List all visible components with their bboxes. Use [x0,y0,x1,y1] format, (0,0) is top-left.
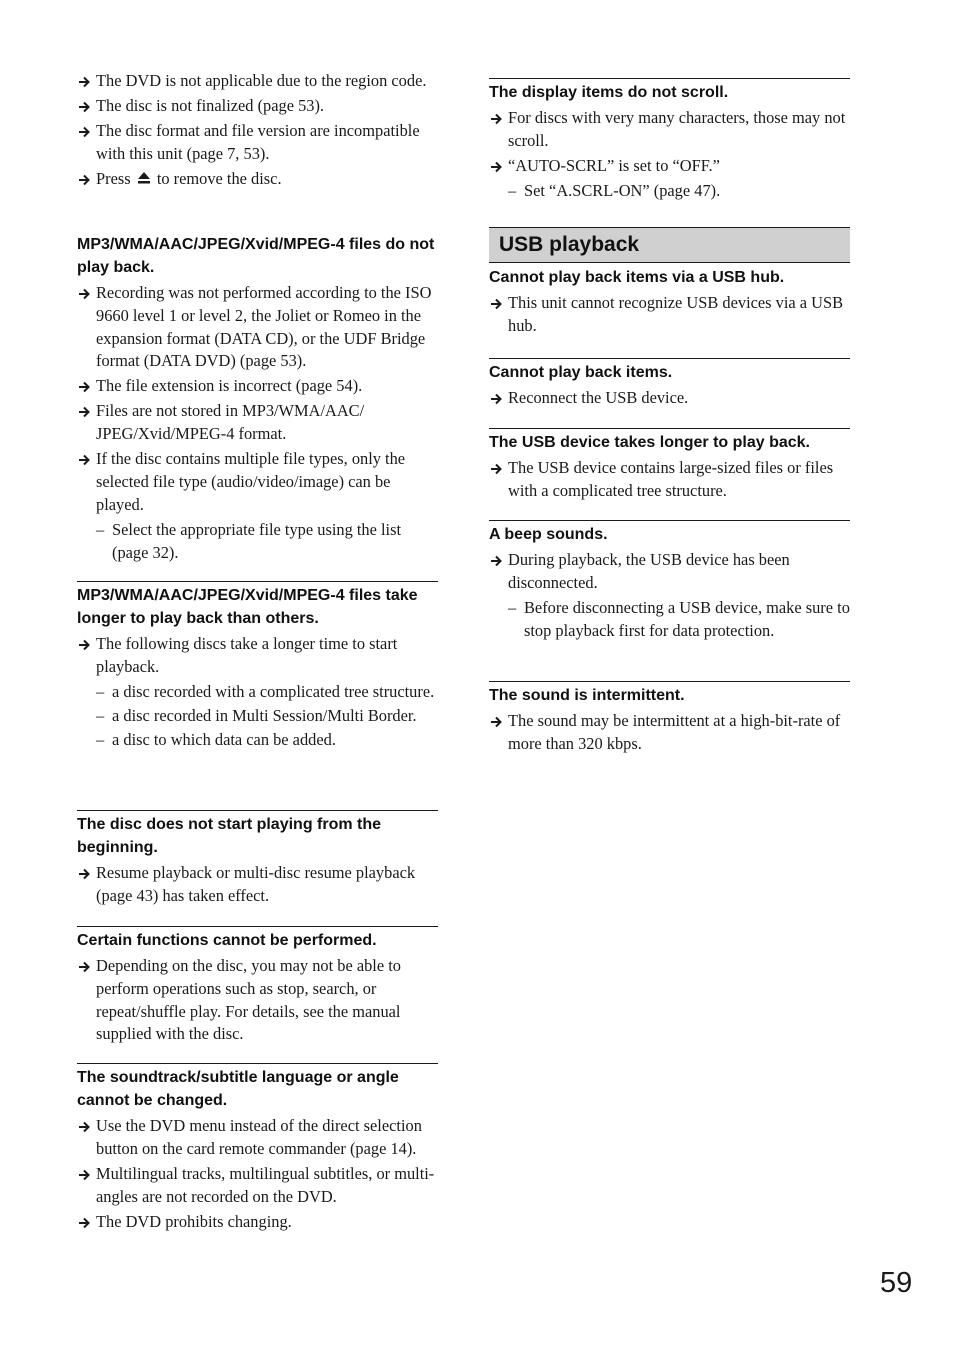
dash-marker: – [508,597,517,617]
list-item [77,400,438,446]
list-item [489,292,850,338]
list-item [489,155,850,178]
list-item [77,448,438,516]
item-text: During playback, the USB device has been disconnected. [508,550,790,592]
section-heading: MP3/WMA/AAC/JPEG/Xvid/MPEG-4 files take longer to play back than others. [77,587,418,627]
list-item [77,633,438,679]
intro-items [77,70,438,194]
arrow-right-icon [77,633,93,655]
item-text: The disc format and file version are incompatible with this unit (page 7, 53). [96,120,420,163]
section-heading: Certain functions cannot be performed. [77,932,377,949]
arrow-right-icon [77,375,93,397]
item-text: This unit cannot recognize USB devices via a USB hub. [508,293,844,335]
list-item [489,387,850,410]
arrow-right-icon [77,448,93,470]
item-text: Multilingual tracks, multilingual subtitles, or multi-angles are not recorded on the DVD. [96,1163,435,1206]
arrow-right-icon [489,292,505,314]
list-item [77,120,438,166]
item-text: The following discs take a longer time to start playback. [96,634,398,676]
section-usb-hub [489,266,850,340]
arrow-right-icon [77,1163,93,1185]
arrow-right-icon [489,387,505,409]
dash-marker: – [96,681,105,701]
item-text: If the disc contains multiple file types, only the selected file type (audio/video/image) can be played. [96,449,406,514]
arrow-right-icon [77,120,93,142]
item-text: The DVD prohibits changing. [96,1211,292,1231]
arrow-right-icon [77,400,93,422]
section-heading: MP3/WMA/AAC/JPEG/Xvid/MPEG-4 files do not play back. [77,236,435,276]
sub-item-text: Select the appropriate file type using the list (page 32). [112,519,402,562]
item-text: Depending on the disc, you may not be able to perform operations such as stop, search, or repeat/shuffle play. For details, see the manual supplied with the disc. [96,956,401,1044]
item-text: Files are not stored in MP3/WMA/AAC/ JPEG/Xvid/MPEG-4 format. [96,401,365,444]
section-language-angle [77,1063,438,1236]
arrow-right-icon [77,95,93,117]
arrow-right-icon [489,457,505,479]
dash-marker: – [96,519,105,539]
list-item [489,107,850,153]
section-beep-sounds [489,520,850,644]
list-item [77,282,438,373]
sub-item [489,597,850,643]
list-item [77,1163,438,1209]
sub-item [77,729,438,752]
dash-marker: – [96,705,105,725]
section-files-do-not-play [77,233,438,566]
section-cannot-play-items [489,358,850,412]
dash-marker: – [508,180,517,200]
list-item [77,1115,438,1161]
sub-item [77,519,438,565]
list-item [77,955,438,1046]
section-files-take-longer [77,581,438,753]
item-text: Use the DVD menu instead of the direct selection button on the card remote commander (page 14). [96,1116,422,1158]
list-item [77,168,438,192]
section-display-scroll [489,78,850,204]
arrow-right-icon [77,168,93,190]
eject-icon [137,169,151,192]
usb-playback-header [489,227,850,263]
section-sound-intermittent [489,681,850,758]
list-item [489,457,850,503]
sub-item-text: a disc to which data can be added. [112,729,336,749]
arrow-right-icon [489,549,505,571]
item-text: “AUTO-SCRL” is set to “OFF.” [508,155,720,175]
section-heading: The USB device takes longer to play back. [489,434,810,451]
list-item [77,862,438,908]
section-heading: The sound is intermittent. [489,687,685,704]
section-functions-not-performed [77,926,438,1048]
dash-marker: – [96,729,105,749]
list-item [77,375,438,398]
section-heading: Cannot play back items via a USB hub. [489,269,785,286]
arrow-right-icon [77,955,93,977]
arrow-right-icon [489,155,505,177]
arrow-right-icon [77,862,93,884]
item-text: The sound may be intermittent at a high-bit-rate of more than 320 kbps. [508,711,841,753]
item-text: The file extension is incorrect (page 54). [96,376,363,396]
section-heading: A beep sounds. [489,526,608,543]
sub-item [77,705,438,728]
arrow-right-icon [489,107,505,129]
sub-item [489,180,850,203]
item-text: Resume playback or multi-disc resume playback (page 43) has taken effect. [96,863,416,905]
item-text: For discs with very many characters, those may not scroll. [508,108,846,150]
press-text-after: to remove the disc. [156,168,282,188]
sub-item-text: a disc recorded with a complicated tree structure. [112,681,435,701]
arrow-right-icon [77,1211,93,1233]
arrow-right-icon [489,710,505,732]
arrow-right-icon [77,1115,93,1137]
usb-playback-title: USB playback [499,233,640,256]
list-item [77,70,438,93]
list-item [489,710,850,756]
section-heading: Cannot play back items. [489,364,673,381]
sub-item-text: Set “A.SCRL-ON” (page 47). [524,180,721,200]
arrow-right-icon [77,70,93,92]
item-text: Reconnect the USB device. [508,388,689,407]
list-item [77,95,438,118]
section-heading: The soundtrack/subtitle language or angle cannot be changed. [77,1069,399,1109]
sub-item [77,681,438,704]
list-item [77,1211,438,1234]
arrow-right-icon [77,282,93,304]
item-text: Recording was not performed according to the ISO 9660 level 1 or level 2, the Joliet or Romeo in the expansion format (DATA CD), or the UDF Bridge format (DATA DVD) (page 53). [96,283,432,371]
list-item [489,549,850,595]
section-usb-takes-longer [489,428,850,505]
page-number: 59 [880,1267,913,1299]
sub-item-text: Before disconnecting a USB device, make sure to stop playback first for data protection. [524,597,850,640]
item-text: The DVD is not applicable due to the region code. [96,71,427,90]
section-disc-not-from-beginning [77,810,438,910]
sub-item-text: a disc recorded in Multi Session/Multi Border. [112,705,417,725]
press-text: Press [96,168,131,188]
item-text: The disc is not finalized (page 53). [96,95,325,115]
section-heading: The disc does not start playing from the beginning. [77,816,382,856]
item-text: The USB device contains large-sized files or files with a complicated tree structure. [508,458,834,500]
section-heading: The display items do not scroll. [489,84,729,101]
